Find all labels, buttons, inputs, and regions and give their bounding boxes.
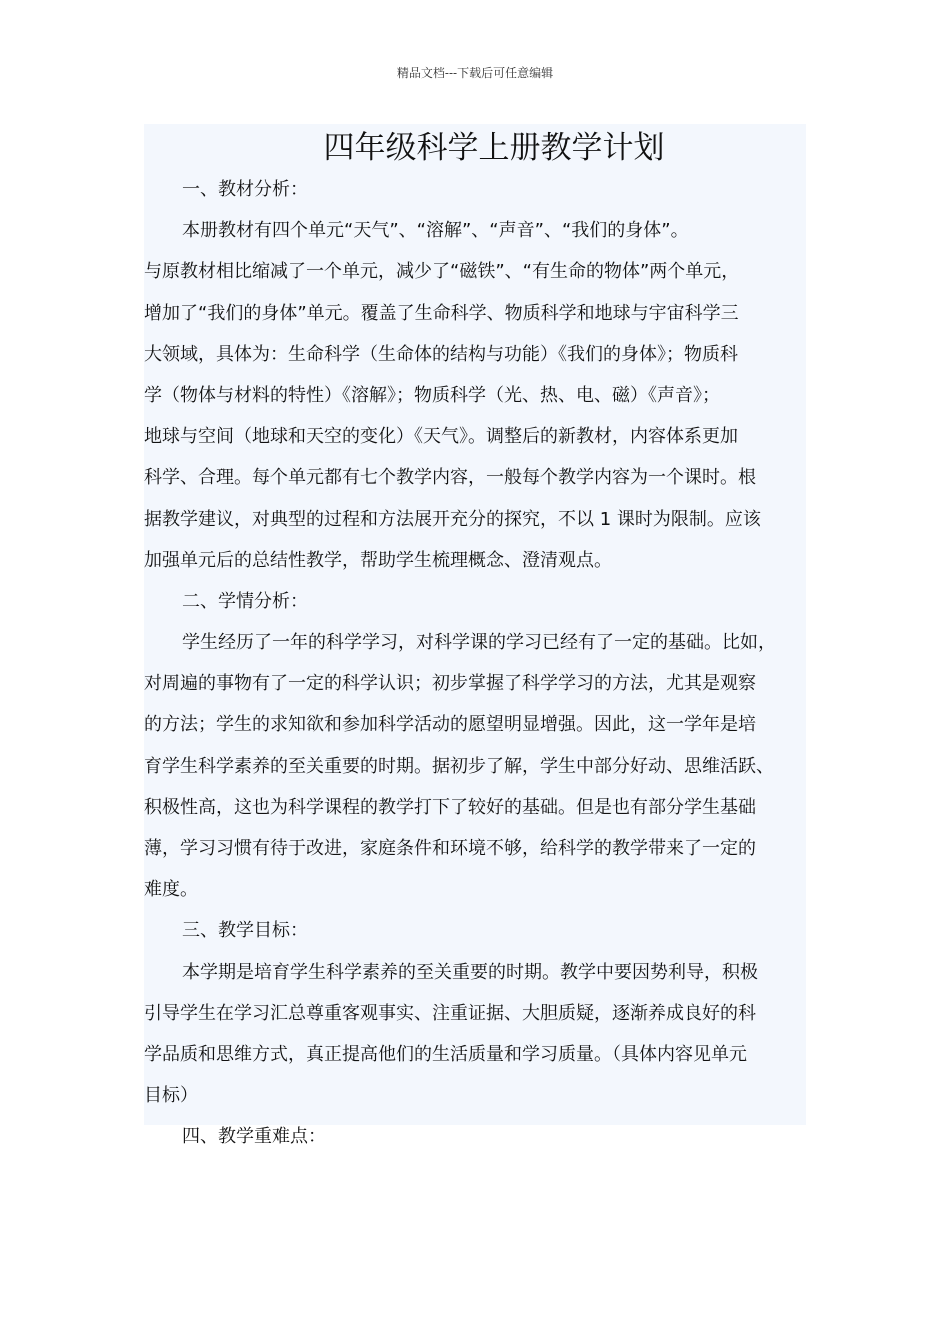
paragraph-line: 本学期是培育学生科学素养的至关重要的时期。教学中要因势利导，积极	[182, 961, 758, 983]
paragraph-line: 的方法；学生的求知欲和参加科学活动的愿望明显增强。因此，这一学年是培	[144, 714, 756, 736]
paragraph-line: 学生经历了一年的科学学习，对科学课的学习已经有了一定的基础。比如，	[182, 632, 776, 654]
paragraph-line: 目标）	[144, 1085, 198, 1107]
paragraph-line: 难度。	[144, 879, 198, 901]
paragraph-line: 引导学生在学习汇总尊重客观事实、注重证据、大胆质疑，逐渐养成良好的科	[144, 1002, 756, 1024]
paragraph-line: 对周遍的事物有了一定的科学认识；初步掌握了科学学习的方法，尤其是观察	[144, 673, 756, 695]
paragraph-line: 积极性高，这也为科学课程的教学打下了较好的基础。但是也有部分学生基础	[144, 796, 756, 818]
paragraph-line: 科学、合理。每个单元都有七个教学内容，一般每个教学内容为一个课时。根	[144, 467, 756, 489]
paragraph-line: 本册教材有四个单元“天气”、“溶解”、“声音”、“我们的身体”。	[182, 220, 689, 242]
paragraph-line: 加强单元后的总结性教学，帮助学生梳理概念、澄清观点。	[144, 549, 612, 571]
paragraph-line: 薄，学习习惯有待于改进，家庭条件和环境不够，给科学的教学带来了一定的	[144, 838, 756, 859]
document-body	[144, 169, 824, 1158]
section-heading-teaching-goals: 三、教学目标：	[182, 920, 308, 942]
paragraph-line: 地球与空间（地球和天空的变化）《天气》。调整后的新教材，内容体系更加	[144, 426, 738, 448]
paragraph-line: 学（物体与材料的特性）《溶解》；物质科学（光、热、电、磁）《声音》；	[144, 384, 720, 406]
paragraph-line: 增加了“我们的身体”单元。覆盖了生命科学、物质科学和地球与宇宙科学三	[144, 302, 739, 324]
section-heading-key-difficulties: 四、教学重难点：	[182, 1126, 326, 1148]
section-heading-textbook-analysis: 一、教材分析：	[182, 179, 308, 200]
paragraph-line: 据教学建议，对典型的过程和方法展开充分的探究，不以 1 课时为限制。应该	[144, 508, 761, 530]
paragraph-line: 与原教材相比缩减了一个单元，减少了“磁铁”、“有生命的物体”两个单元，	[144, 261, 740, 283]
paragraph-line: 大领域，具体为：生命科学（生命体的结构与功能）《我们的身体》；物质科	[144, 343, 738, 365]
paragraph-line: 育学生科学素养的至关重要的时期。据初步了解，学生中部分好动、思维活跃、	[144, 755, 774, 777]
document-title: 四年级科学上册教学计划	[323, 130, 665, 166]
page-header: 精品文档---下载后可任意编辑	[396, 66, 554, 80]
section-heading-student-analysis: 二、学情分析：	[182, 590, 308, 612]
paragraph-line: 学品质和思维方式，真正提高他们的生活质量和学习质量。（具体内容见单元	[144, 1043, 747, 1065]
